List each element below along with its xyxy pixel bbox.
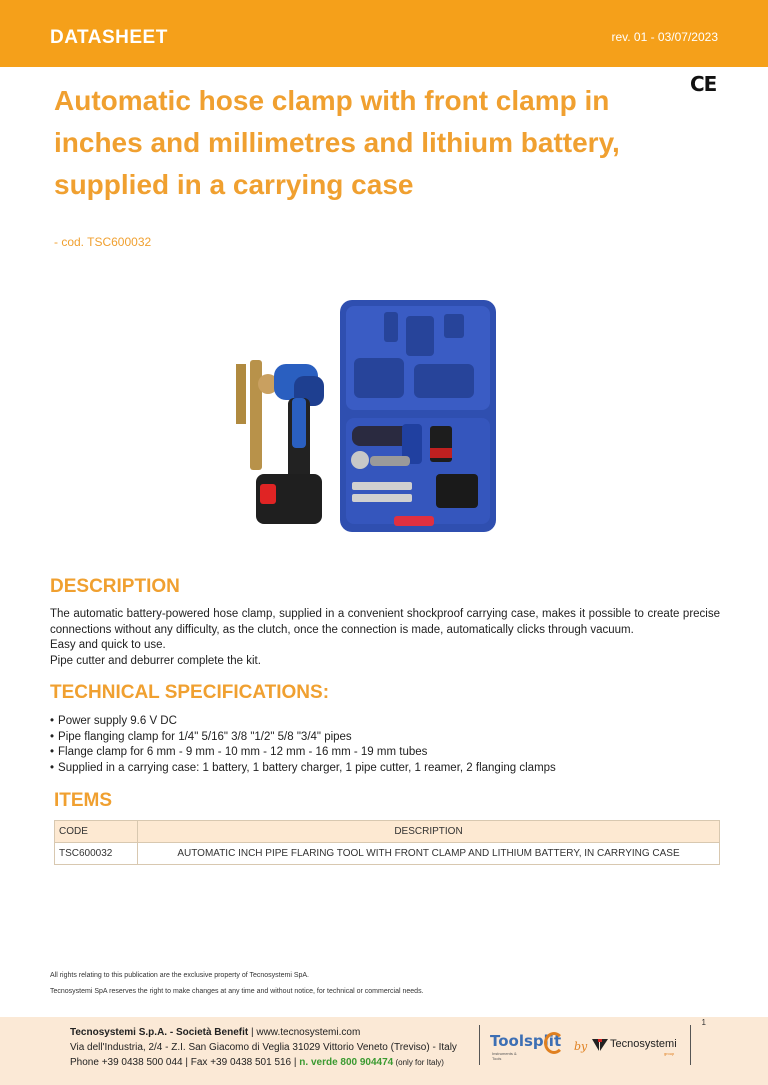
item-description-cell: AUTOMATIC INCH PIPE FLARING TOOL WITH FRONT CLAMP AND LITHIUM BATTERY, IN CARRYING CASE (138, 843, 720, 865)
tecnosystemi-name: Tecnosystemi (610, 1038, 677, 1050)
items-heading: ITEMS (54, 790, 113, 811)
phone-fax: Phone +39 0438 500 044 | Fax +39 0438 501 516 | (70, 1057, 300, 1068)
footer-contact (70, 1025, 457, 1070)
footer-divider (479, 1025, 480, 1065)
spec-item: • Flange clamp for 6 mm - 9 mm - 10 mm - 12 mm - 16 mm - 19 mm tubes (50, 745, 730, 761)
column-header-description: DESCRIPTION (138, 821, 720, 843)
toolsplit-tagline: Instruments & Tools (492, 1051, 517, 1061)
specifications-list (50, 714, 730, 776)
page-title: Automatic hose clamp with front clamp in inches and millimetres and lithium battery, supplied in a carrying case (54, 85, 620, 200)
by-label: by (574, 1040, 588, 1053)
spec-item: • Supplied in a carrying case: 1 battery, 1 battery charger, 1 pipe cutter, 1 reamer, 2 flanging clamps (50, 761, 730, 777)
flaring-tool-graphic (236, 360, 324, 524)
company-name: Tecnosystemi S.p.A. - Società Benefit (70, 1027, 249, 1038)
carrying-case-graphic (340, 300, 496, 532)
product-code: - cod. TSC600032 (54, 235, 152, 249)
revision-label: rev. 01 - 03/07/2023 (611, 30, 718, 44)
table-header-row (55, 821, 720, 843)
toll-free-number: n. verde 800 904474 (299, 1057, 394, 1068)
legal-notice-changes: Tecnosystemi SpA reserves the right to make changes at any time and without notice, for technical or commercial needs. (50, 988, 424, 995)
toolsplit-logo (490, 1030, 568, 1060)
toolsplit-name: Toolsplit (490, 1032, 562, 1050)
description-text (50, 607, 720, 669)
tecnosystemi-group: group (664, 1051, 675, 1056)
page-number: 1 (701, 1018, 706, 1027)
header-title: DATASHEET (50, 27, 168, 48)
footer-phone-line (70, 1055, 457, 1070)
specifications-heading: TECHNICAL SPECIFICATIONS: (50, 682, 330, 703)
description-paragraph: The automatic battery-powered hose clamp, supplied in a convenient shockproof carrying case, makes it possible to create precise connections without any difficulty, as the clutch, once the connection is made, automatically clicks through vacuum. (50, 608, 720, 636)
spec-item: • Power supply 9.6 V DC (50, 714, 730, 730)
legal-notice-rights: All rights relating to this publication are the exclusive property of Tecnosystemi SpA. (50, 972, 309, 979)
ce-mark: CE (690, 72, 717, 96)
product-image (234, 298, 506, 534)
website-link[interactable]: | www.tecnosystemi.com (248, 1027, 361, 1038)
toolsplit-ring-icon (544, 1032, 564, 1054)
description-paragraph: Pipe cutter and deburrer complete the kit. (50, 654, 261, 667)
footer-divider (690, 1025, 691, 1065)
tecnosystemi-mark-icon (592, 1039, 608, 1051)
item-code-cell: TSC600032 (55, 843, 138, 865)
description-heading: DESCRIPTION (50, 576, 180, 597)
table-row (55, 843, 720, 865)
footer-company-line (70, 1025, 457, 1040)
description-paragraph: Easy and quick to use. (50, 639, 166, 651)
toll-free-note: (only for Italy) (393, 1058, 444, 1067)
spec-item: • Pipe flanging clamp for 1/4" 5/16" 3/8 "1/2" 5/8 "3/4" pipes (50, 730, 730, 746)
footer-address: Via dell'Industria, 2/4 - Z.I. San Giacomo di Veglia 31029 Vittorio Veneto (Treviso) - Italy (70, 1042, 457, 1053)
column-header-code: CODE (55, 821, 138, 843)
tecnosystemi-logo (592, 1036, 684, 1056)
items-table (54, 820, 720, 865)
